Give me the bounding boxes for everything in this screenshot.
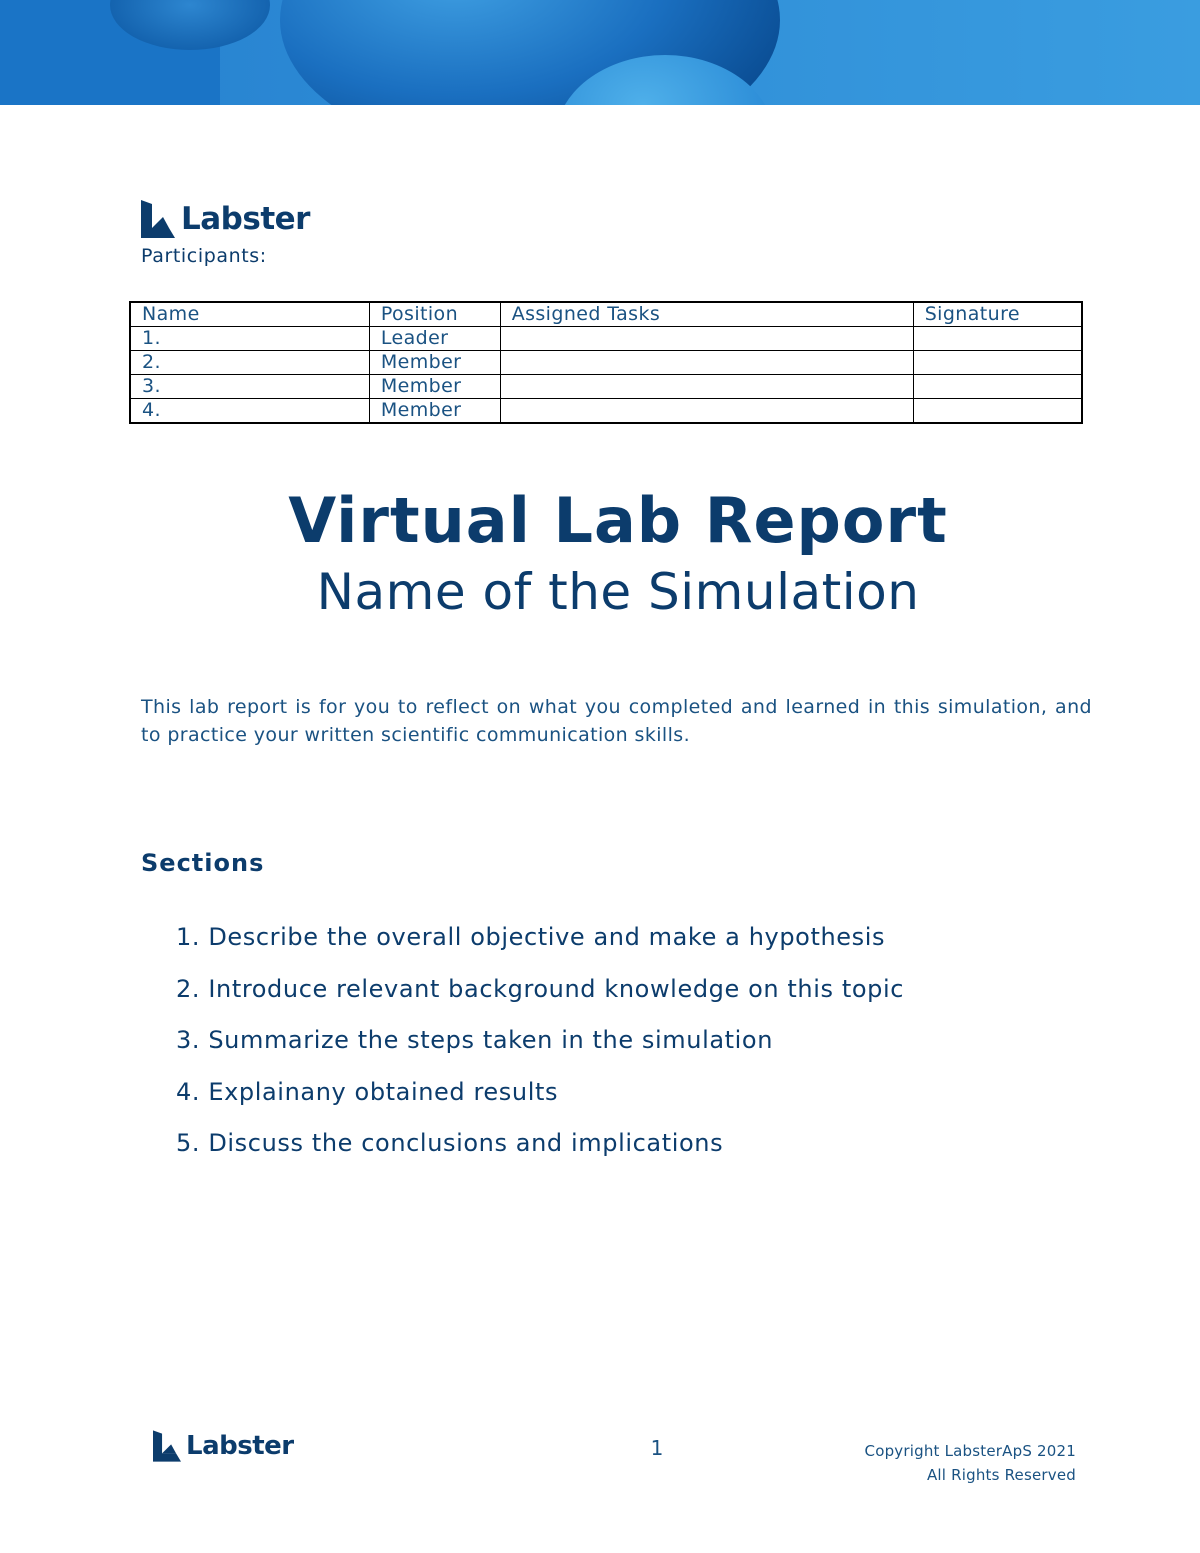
sections-list (176, 919, 904, 1177)
rights-line: All Rights Reserved (926, 1466, 1076, 1484)
participant-signature-cell[interactable] (913, 327, 1082, 351)
participant-signature-cell[interactable] (913, 399, 1082, 424)
participant-name-cell[interactable]: 2. (130, 351, 369, 375)
table-header-row (130, 302, 1082, 327)
banner-graphic (0, 0, 1200, 105)
labster-logo (141, 200, 310, 238)
copyright-line: Copyright LabsterApS 2021 (864, 1442, 1076, 1460)
list-item: 3. Summarize the steps taken in the simulation (176, 1026, 774, 1054)
document-title: Virtual Lab Report (288, 484, 948, 557)
participant-name-cell[interactable]: 4. (130, 399, 369, 424)
column-header-position: Position (369, 302, 500, 327)
participant-signature-cell[interactable] (913, 375, 1082, 399)
footer-labster-logo (153, 1430, 294, 1462)
copyright-notice (820, 1439, 1076, 1487)
participants-label: Participants: (141, 245, 267, 267)
participant-name-cell[interactable]: 3. (130, 375, 369, 399)
intro-paragraph: This lab report is for you to reflect on what you completed and learned in this simulation, and to practice your written scientific communication skills. (141, 696, 1092, 746)
participants-table (129, 301, 1083, 424)
list-item: 4. Explainany obtained results (176, 1077, 559, 1106)
participant-tasks-cell[interactable] (500, 327, 913, 351)
participant-name-cell[interactable]: 1. (130, 327, 369, 351)
table-row (130, 399, 1082, 424)
column-header-signature: Signature (913, 302, 1082, 327)
list-item: 1. Describe the overall objective and make a hypothesis (176, 923, 886, 951)
participant-position-cell[interactable]: Leader (369, 327, 500, 351)
list-item: 5. Discuss the conclusions and implications (176, 1129, 724, 1157)
table-row (130, 375, 1082, 399)
labster-wordmark: Labster (181, 201, 310, 237)
column-header-assigned-tasks: Assigned Tasks (500, 302, 913, 327)
table-row (130, 327, 1082, 351)
page-number: 1 (650, 1436, 664, 1460)
sections-heading: Sections (141, 849, 265, 877)
participant-tasks-cell[interactable] (500, 375, 913, 399)
participant-signature-cell[interactable] (913, 351, 1082, 375)
table-row (130, 351, 1082, 375)
participant-position-cell[interactable]: Member (369, 375, 500, 399)
participant-tasks-cell[interactable] (500, 399, 913, 424)
list-item: 2. Introduce relevant background knowledge on this topic (176, 974, 905, 1003)
labster-logo-icon (153, 1430, 181, 1462)
participant-position-cell[interactable]: Member (369, 351, 500, 375)
column-header-name: Name (130, 302, 369, 327)
document-subtitle: Name of the Simulation (316, 563, 920, 621)
participant-position-cell[interactable]: Member (369, 399, 500, 424)
labster-wordmark: Labster (186, 1431, 294, 1461)
labster-logo-icon (141, 200, 175, 238)
participant-tasks-cell[interactable] (500, 351, 913, 375)
header-banner (0, 0, 1200, 105)
